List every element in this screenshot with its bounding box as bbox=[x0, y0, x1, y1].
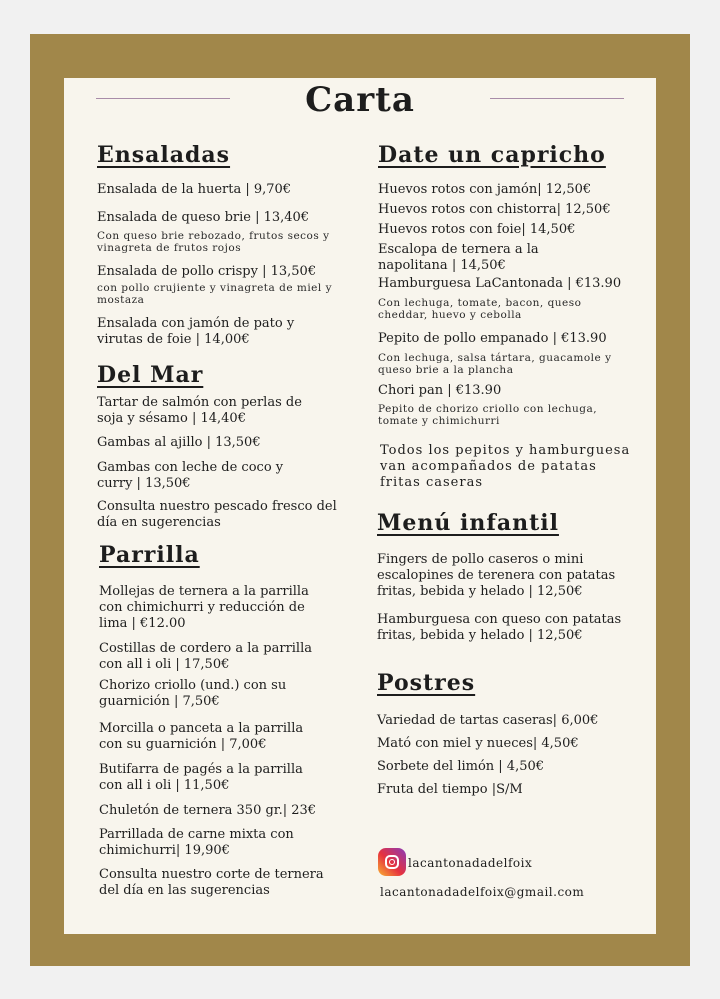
menu-item: Chori pan | €13.90 bbox=[378, 383, 502, 398]
menu-item: Costillas de cordero a la parrilla con all i oli | 17,50€ bbox=[99, 641, 313, 672]
instagram-icon[interactable] bbox=[378, 848, 406, 876]
menu-item: Variedad de tartas caseras| 6,00€ bbox=[377, 713, 599, 728]
menu-item: Hamburguesa LaCantonada | €13.90 bbox=[378, 276, 622, 291]
menu-item: Tartar de salmón con perlas de soja y sésamo | 14,40€ bbox=[97, 395, 302, 426]
menu-item: Gambas con leche de coco y curry | 13,50€ bbox=[97, 460, 284, 491]
menu-item-desc: con pollo crujiente y vinagreta de miel y mostaza bbox=[97, 282, 333, 306]
section-parrilla bbox=[99, 542, 344, 568]
menu-item: Ensalada de queso brie | 13,40€ bbox=[97, 210, 310, 225]
menu-item: Mollejas de ternera a la parrilla con chimichurri y reducción de lima | €12.00 bbox=[99, 584, 309, 631]
menu-item: Morcilla o panceta a la parrilla con su guarnición | 7,00€ bbox=[99, 721, 304, 752]
menu-item-desc: Con queso brie rebozado, frutos secos y vinagreta de frutos rojos bbox=[97, 230, 330, 254]
section-del-mar bbox=[97, 362, 342, 388]
page-title: Carta bbox=[305, 80, 415, 120]
instagram-handle[interactable]: lacantonadadelfoix bbox=[408, 856, 533, 870]
menu-item: Pepito de pollo empanado | €13.90 bbox=[378, 331, 607, 346]
menu-item: Butifarra de pagés a la parrilla con all i oli | 11,50€ bbox=[99, 762, 303, 793]
section-postres bbox=[377, 670, 627, 696]
menu-item-desc: Pepito de chorizo criollo con lechuga, tomate y chimichurri bbox=[378, 403, 598, 427]
menu-item: Fingers de pollo caseros o mini escalopines de terenera con patatas fritas, bebida y helado | 12,50€ bbox=[377, 552, 616, 599]
section-infantil bbox=[377, 510, 627, 536]
menu-item: Hamburguesa con queso con patatas fritas, bebida y helado | 12,50€ bbox=[377, 612, 622, 643]
menu-item: Consulta nuestro corte de ternera del día en las sugerencias bbox=[99, 867, 324, 898]
menu-item-desc: Con lechuga, tomate, bacon, queso cheddar, huevo y cebolla bbox=[378, 297, 582, 321]
menu-item: Gambas al ajillo | 13,50€ bbox=[97, 435, 261, 450]
menu-item: Ensalada de pollo crispy | 13,50€ bbox=[97, 264, 317, 279]
menu-item-desc: Con lechuga, salsa tártara, guacamole y queso brie a la plancha bbox=[378, 352, 612, 376]
menu-item: Huevos rotos con chistorra| 12,50€ bbox=[378, 202, 611, 217]
menu-item: Mató con miel y nueces| 4,50€ bbox=[377, 736, 579, 751]
menu-item: Ensalada con jamón de pato y virutas de foie | 14,00€ bbox=[97, 316, 295, 347]
section-heading: Ensaladas bbox=[97, 142, 231, 168]
side-note: Todos los pepitos y hamburguesa van acompañados de patatas fritas caseras bbox=[380, 443, 631, 490]
section-heading: Postres bbox=[377, 670, 476, 696]
menu-item: Escalopa de ternera a la napolitana | 14,50€ bbox=[378, 242, 539, 273]
contact-email[interactable]: lacantonadadelfoix@gmail.com bbox=[380, 885, 585, 899]
menu-item: Fruta del tiempo |S/M bbox=[377, 782, 523, 797]
section-heading: Parrilla bbox=[99, 542, 200, 568]
section-ensaladas bbox=[97, 142, 342, 168]
menu-item: Sorbete del limón | 4,50€ bbox=[377, 759, 545, 774]
section-heading: Menú infantil bbox=[377, 510, 559, 536]
section-capricho bbox=[378, 142, 628, 168]
menu-item: Parrillada de carne mixta con chimichurri| 19,90€ bbox=[99, 827, 294, 858]
menu-item: Huevos rotos con foie| 14,50€ bbox=[378, 222, 576, 237]
menu-item: Consulta nuestro pescado fresco del día en sugerencias bbox=[97, 499, 337, 530]
menu-item: Ensalada de la huerta | 9,70€ bbox=[97, 182, 292, 197]
menu-item: Huevos rotos con jamón| 12,50€ bbox=[378, 182, 592, 197]
menu-item: Chuletón de ternera 350 gr.| 23€ bbox=[99, 803, 317, 818]
section-heading: Date un capricho bbox=[378, 142, 606, 168]
menu-item: Chorizo criollo (und.) con su guarnición | 7,50€ bbox=[99, 678, 287, 709]
section-heading: Del Mar bbox=[97, 362, 204, 388]
